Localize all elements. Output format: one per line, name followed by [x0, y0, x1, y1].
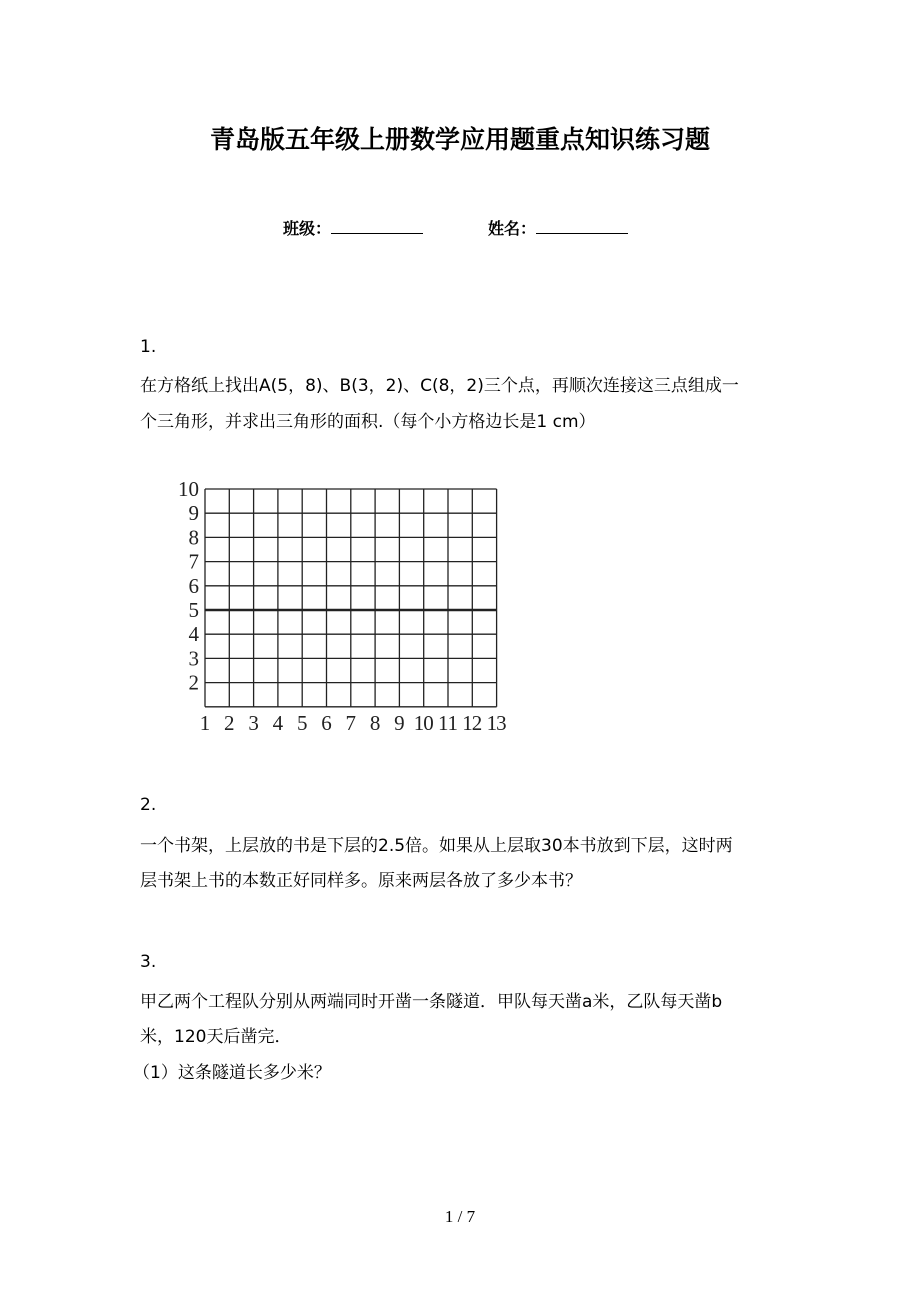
q1-line: 在方格纸上找出A(5，8)、B(3，2)、C(8，2)三个点，再顺次连接这三点组成一: [140, 376, 739, 396]
page-number: 1 / 7: [444, 1207, 476, 1226]
y-tick-label: 7: [188, 549, 199, 574]
class-label: 班级：: [283, 219, 332, 238]
y-tick-label: 9: [188, 501, 199, 526]
y-tick-label: 3: [188, 646, 199, 671]
name-label: 姓名：: [488, 219, 537, 238]
class-field: [283, 216, 423, 239]
x-tick-label: 1: [199, 710, 211, 735]
page-title: 青岛版五年级上册数学应用题重点知识练习题: [209, 125, 710, 154]
q1-number: 1.: [140, 337, 157, 357]
name-field: [488, 216, 628, 239]
q2-line: 一个书架，上层放的书是下层的2.5倍。如果从上层取30本书放到下层，这时两: [140, 836, 733, 856]
coordinate-grid: [170, 475, 520, 740]
x-tick-label: 7: [345, 710, 357, 735]
x-tick-label: 2: [224, 710, 235, 735]
y-tick-label: 6: [188, 573, 199, 598]
x-tick-label: 6: [321, 710, 332, 735]
x-tick-label: 4: [272, 710, 284, 735]
q1-line: 个三角形，并求出三角形的面积.（每个小方格边长是1 cm）: [140, 412, 596, 432]
x-tick-label: 5: [296, 710, 308, 735]
x-tick-label: 8: [369, 710, 381, 735]
y-tick-label: 10: [178, 477, 199, 501]
q2-number: 2.: [140, 795, 157, 815]
q3-subquestion: （1）这条隧道长多少米？: [133, 1063, 331, 1083]
y-tick-label: 4: [188, 622, 199, 647]
y-tick-label: 8: [188, 525, 199, 550]
x-tick-label: 11: [438, 710, 458, 735]
q3-line: 米，120天后凿完．: [140, 1027, 292, 1047]
x-tick-label: 10: [413, 710, 434, 735]
y-tick-label: 5: [188, 598, 199, 622]
x-tick-label: 9: [394, 710, 405, 735]
class-blank: [331, 219, 423, 234]
y-tick-label: 2: [188, 670, 199, 695]
x-tick-label: 13: [486, 710, 507, 735]
q2-line: 层书架上书的本数正好同样多。原来两层各放了多少本书？: [140, 871, 582, 891]
q3-line: 甲乙两个工程队分别从两端同时开凿一条隧道．甲队每天凿a米，乙队每天凿b: [140, 992, 723, 1012]
x-tick-label: 3: [248, 710, 259, 735]
name-blank: [536, 219, 628, 234]
q3-number: 3.: [140, 952, 157, 972]
x-tick-label: 12: [462, 710, 483, 735]
